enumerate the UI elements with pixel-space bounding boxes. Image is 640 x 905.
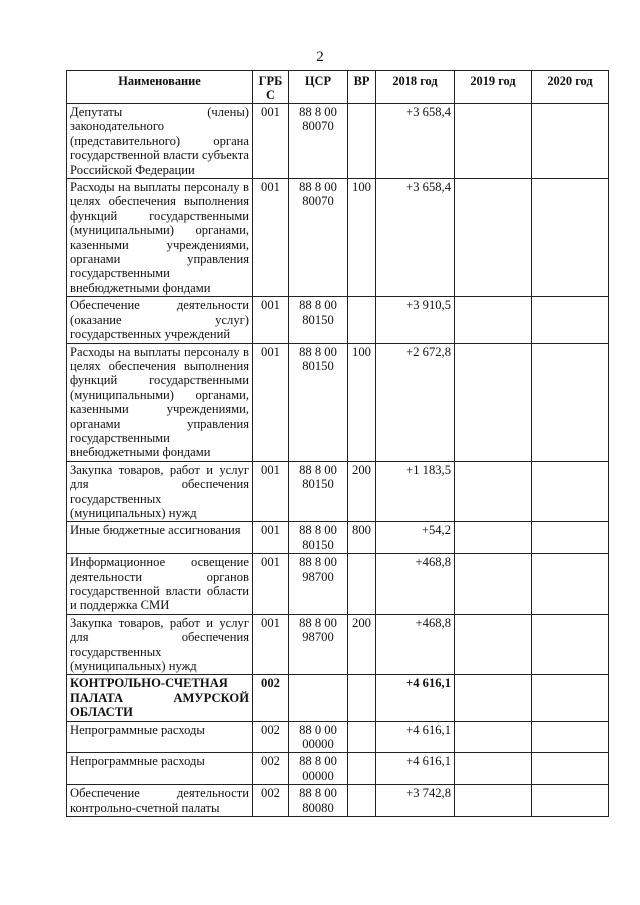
header-vr: ВР: [348, 71, 376, 104]
table-row: [67, 343, 609, 461]
cell-name: Закупка товаров, работ и услуг для обеспечения государственных (муниципальных) нужд: [67, 614, 253, 675]
table-row: [67, 753, 609, 785]
budget-table: [66, 70, 609, 817]
cell-2020: [532, 297, 609, 343]
cell-vr: [348, 554, 376, 615]
header-csr: ЦСР: [289, 71, 348, 104]
cell-2019: [455, 554, 532, 615]
cell-2019: [455, 785, 532, 817]
cell-2019: [455, 297, 532, 343]
table-row: [67, 522, 609, 554]
cell-grbs: 001: [253, 104, 289, 179]
cell-vr: 800: [348, 522, 376, 554]
cell-name: Обеспечение деятельности контрольно-счетной палаты: [67, 785, 253, 817]
cell-2020: [532, 522, 609, 554]
table-row: [67, 614, 609, 675]
cell-name: Обеспечение деятельности (оказание услуг) государственных учреждений: [67, 297, 253, 343]
header-grbs: ГРБ С: [253, 71, 289, 104]
table-row: [67, 461, 609, 522]
cell-vr: [348, 297, 376, 343]
cell-csr: 88 8 00 00000: [289, 753, 348, 785]
cell-name: Расходы на выплаты персоналу в целях обеспечения выполнения функций государственными (муниципальными) органами, казенными учреждениями, органами управления государственными внебюджетными фондами: [67, 343, 253, 461]
cell-2018: +4 616,1: [376, 721, 455, 753]
cell-2018: +468,8: [376, 554, 455, 615]
cell-name: Непрограммные расходы: [67, 721, 253, 753]
cell-2019: [455, 343, 532, 461]
cell-vr: 100: [348, 343, 376, 461]
page-number: 2: [316, 49, 324, 65]
table-body: [67, 104, 609, 817]
cell-name: Информационное освещение деятельности органов государственной власти области и поддержка СМИ: [67, 554, 253, 615]
cell-name: Иные бюджетные ассигнования: [67, 522, 253, 554]
table-row: [67, 297, 609, 343]
cell-2019: [455, 522, 532, 554]
cell-csr: 88 8 00 80070: [289, 179, 348, 297]
cell-vr: [348, 104, 376, 179]
cell-grbs: 001: [253, 461, 289, 522]
cell-csr: 88 8 00 80150: [289, 461, 348, 522]
cell-2019: [455, 675, 532, 721]
cell-grbs: 002: [253, 721, 289, 753]
cell-csr: 88 8 00 80150: [289, 297, 348, 343]
cell-grbs: 001: [253, 554, 289, 615]
cell-grbs: 001: [253, 179, 289, 297]
header-2020: 2020 год: [532, 71, 609, 104]
cell-vr: 200: [348, 614, 376, 675]
header-2019: 2019 год: [455, 71, 532, 104]
cell-2018: +468,8: [376, 614, 455, 675]
cell-vr: [348, 721, 376, 753]
cell-csr: 88 0 00 00000: [289, 721, 348, 753]
cell-grbs: 002: [253, 785, 289, 817]
cell-2018: +54,2: [376, 522, 455, 554]
cell-csr: [289, 675, 348, 721]
cell-2020: [532, 785, 609, 817]
cell-grbs: 001: [253, 614, 289, 675]
header-2018: 2018 год: [376, 71, 455, 104]
cell-csr: 88 8 00 98700: [289, 614, 348, 675]
cell-2019: [455, 179, 532, 297]
cell-2020: [532, 675, 609, 721]
cell-name: Депутаты (члены) законодательного (представительного) органа государственной власти субъекта Российской Федерации: [67, 104, 253, 179]
cell-name: Расходы на выплаты персоналу в целях обеспечения выполнения функций государственными (муниципальными) органами, казенными учреждениями, органами управления государственными внебюджетными фондами: [67, 179, 253, 297]
table-row: [67, 785, 609, 817]
cell-2020: [532, 343, 609, 461]
cell-grbs: 002: [253, 675, 289, 721]
cell-grbs: 001: [253, 297, 289, 343]
cell-2019: [455, 104, 532, 179]
table-row: [67, 721, 609, 753]
cell-2018: +3 658,4: [376, 179, 455, 297]
cell-2020: [532, 179, 609, 297]
cell-vr: [348, 675, 376, 721]
cell-2019: [455, 721, 532, 753]
cell-grbs: 002: [253, 753, 289, 785]
cell-2020: [532, 721, 609, 753]
cell-csr: 88 8 00 80150: [289, 343, 348, 461]
cell-2020: [532, 461, 609, 522]
cell-2019: [455, 753, 532, 785]
cell-vr: 200: [348, 461, 376, 522]
cell-2018: +3 658,4: [376, 104, 455, 179]
cell-vr: [348, 753, 376, 785]
cell-2020: [532, 104, 609, 179]
cell-csr: 88 8 00 80150: [289, 522, 348, 554]
cell-csr: 88 8 00 80080: [289, 785, 348, 817]
table-row: [67, 104, 609, 179]
cell-csr: 88 8 00 80070: [289, 104, 348, 179]
header-name: Наименование: [67, 71, 253, 104]
cell-2018: +3 910,5: [376, 297, 455, 343]
cell-2018: +4 616,1: [376, 753, 455, 785]
cell-2018: +1 183,5: [376, 461, 455, 522]
cell-2020: [532, 554, 609, 615]
cell-2018: +2 672,8: [376, 343, 455, 461]
cell-name: Непрограммные расходы: [67, 753, 253, 785]
cell-name: КОНТРОЛЬНО-СЧЕТНАЯ ПАЛАТА АМУРСКОЙ ОБЛАСТИ: [67, 675, 253, 721]
table-row: [67, 179, 609, 297]
cell-2018: +4 616,1: [376, 675, 455, 721]
table-row: [67, 554, 609, 615]
cell-vr: 100: [348, 179, 376, 297]
cell-csr: 88 8 00 98700: [289, 554, 348, 615]
cell-2020: [532, 614, 609, 675]
cell-2019: [455, 461, 532, 522]
cell-2020: [532, 753, 609, 785]
table-row: [67, 675, 609, 721]
cell-2019: [455, 614, 532, 675]
cell-grbs: 001: [253, 522, 289, 554]
table-header-row: [67, 71, 609, 104]
cell-vr: [348, 785, 376, 817]
cell-2018: +3 742,8: [376, 785, 455, 817]
cell-name: Закупка товаров, работ и услуг для обеспечения государственных (муниципальных) нужд: [67, 461, 253, 522]
cell-grbs: 001: [253, 343, 289, 461]
